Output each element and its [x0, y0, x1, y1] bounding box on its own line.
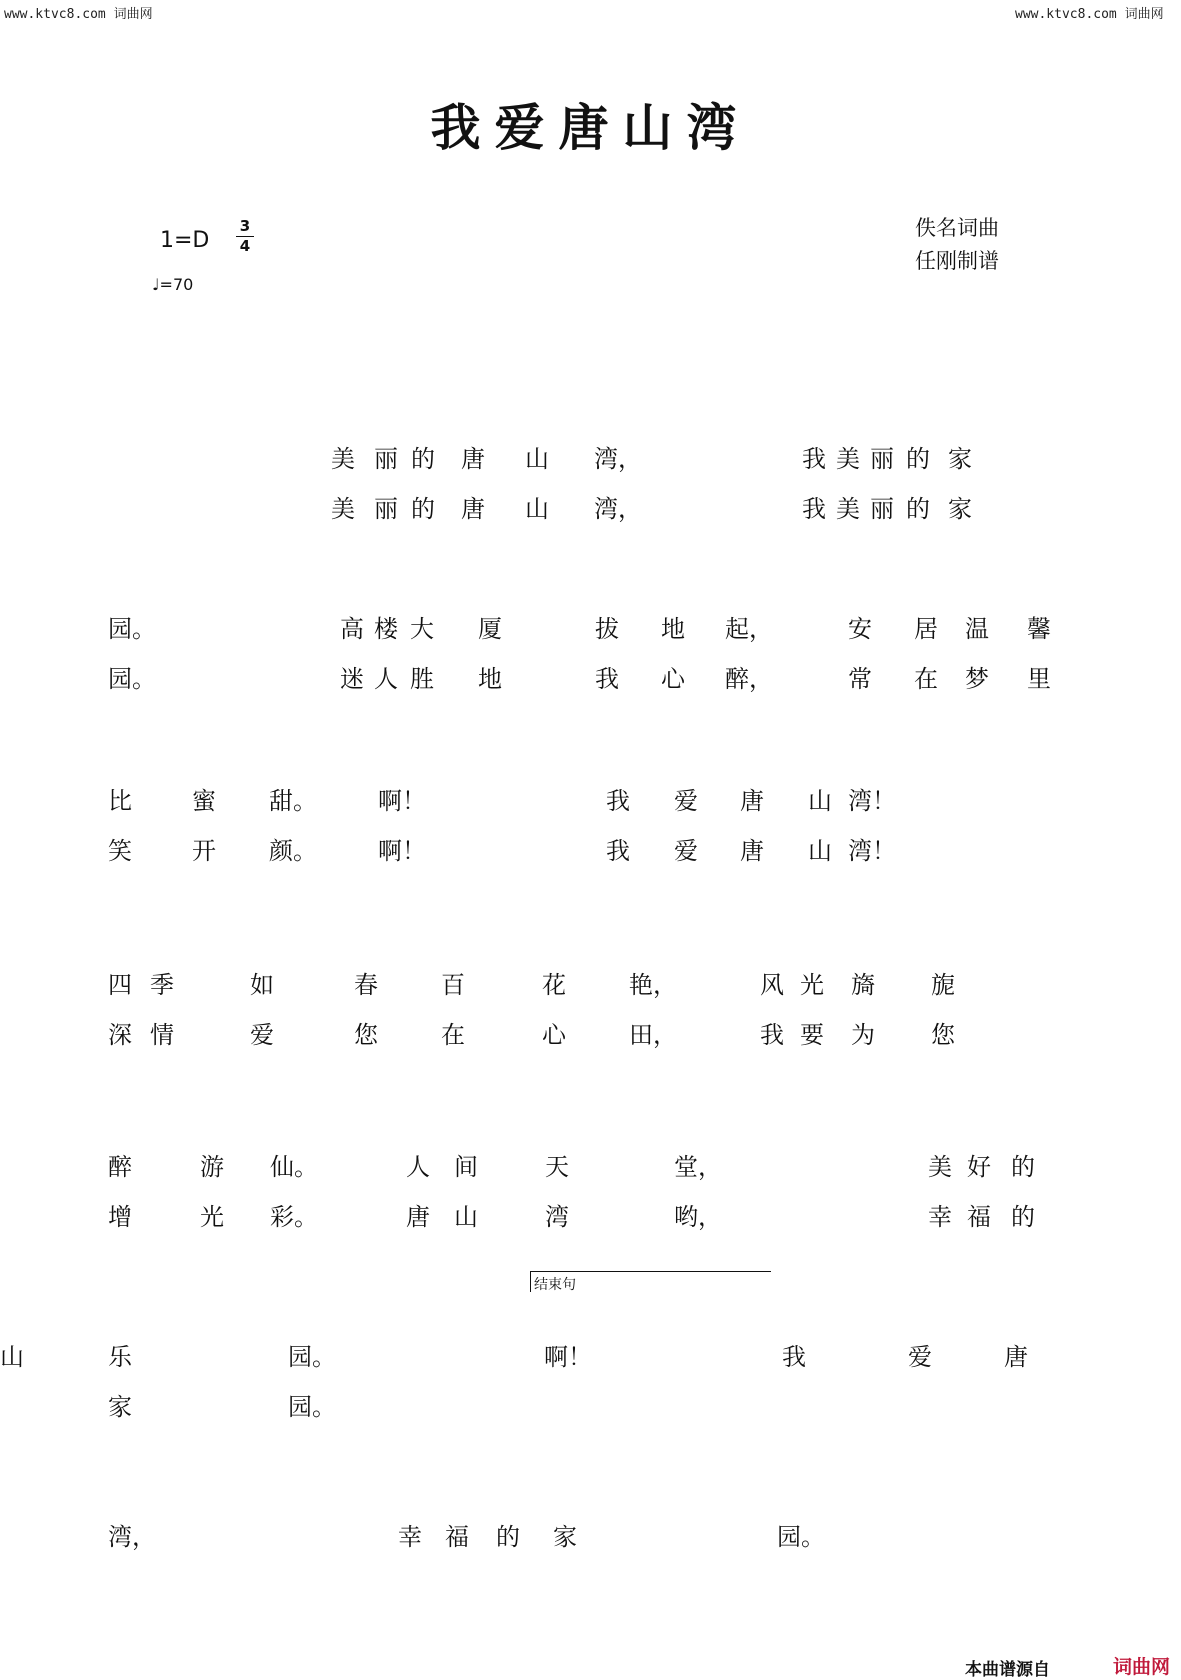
lyric-word: 情 [150, 1021, 174, 1049]
lyric-word: 开 [192, 837, 216, 865]
page-title: 我爱唐山湾 [430, 98, 751, 157]
credit-composer: 佚名词曲 [915, 216, 999, 240]
lyric-word: 甜。 [269, 787, 317, 815]
lyric-word: 唐 [740, 837, 764, 865]
lyric-word: 深 [108, 1021, 132, 1049]
footer-logo: 词曲网 [1113, 1656, 1171, 1678]
lyric-word: 园。 [288, 1343, 336, 1371]
lyric-word: 拔 [595, 615, 619, 643]
lyric-word: 爱 [674, 837, 698, 865]
lyric-word: 福 [445, 1523, 469, 1551]
lyric-word: 湾！ [848, 787, 896, 815]
lyric-word: 唐 [1004, 1343, 1028, 1371]
lyric-word: 幸 [928, 1203, 952, 1231]
lyric-word: 风 [760, 971, 784, 999]
lyric-word: 的 [906, 495, 930, 523]
tempo-value: =70 [159, 275, 194, 294]
lyric-word: 湾， [108, 1523, 156, 1551]
lyric-word: 湾 [545, 1203, 569, 1231]
lyric-word: 里 [1027, 665, 1051, 693]
lyric-word: 湾， [594, 445, 642, 473]
lyric-word: 在 [914, 665, 938, 693]
lyric-word: 彩。 [270, 1203, 318, 1231]
lyric-word: 美 [836, 495, 860, 523]
lyric-word: 花 [542, 971, 566, 999]
lyric-word: 大 [410, 615, 434, 643]
lyric-word: 人 [374, 665, 398, 693]
time-numerator: 3 [239, 217, 251, 235]
lyric-word: 家 [948, 495, 972, 523]
lyric-word: 山 [525, 445, 549, 473]
lyric-word: 园。 [108, 665, 156, 693]
key-signature: 1=D [160, 228, 210, 253]
lyric-word: 山 [525, 495, 549, 523]
lyric-word: 心 [661, 665, 685, 693]
lyric-word: 我 [760, 1021, 784, 1049]
lyric-word: 您 [931, 1021, 955, 1049]
credits [915, 212, 999, 278]
lyric-word: 田， [629, 1021, 677, 1049]
lyric-word: 如 [250, 971, 274, 999]
lyric-word: 唐 [461, 445, 485, 473]
credit-transcriber: 任刚制谱 [915, 249, 999, 273]
lyric-word: 家 [948, 445, 972, 473]
lyric-word: 百 [441, 971, 465, 999]
score-line-8 [0, 0, 1181, 60]
ending-label: 结束句 [534, 1277, 576, 1293]
lyric-word: 丽 [870, 495, 894, 523]
lyric-word: 山 [808, 787, 832, 815]
lyric-word: 旎 [931, 971, 955, 999]
lyric-word: 丽 [374, 445, 398, 473]
lyric-word: 为 [851, 1021, 875, 1049]
lyric-word: 光 [200, 1203, 224, 1231]
lyric-word: 福 [967, 1203, 991, 1231]
lyric-word: 温 [965, 615, 989, 643]
lyric-word: 蜜 [192, 787, 216, 815]
lyric-word: 家 [108, 1393, 132, 1421]
lyric-word: 比 [108, 787, 132, 815]
lyric-word: 醉 [108, 1153, 132, 1181]
lyric-word: 地 [661, 615, 685, 643]
lyric-word: 丽 [374, 495, 398, 523]
lyric-word: 春 [354, 971, 378, 999]
lyric-word: 家 [553, 1523, 577, 1551]
lyric-word: 颜。 [269, 837, 317, 865]
lyric-word: 迷 [340, 665, 364, 693]
lyric-word: 湾！ [848, 837, 896, 865]
lyric-word: 的 [906, 445, 930, 473]
lyric-word: 间 [454, 1153, 478, 1181]
footer-source: 本曲谱源自 [965, 1660, 1050, 1680]
lyric-word: 厦 [478, 615, 502, 643]
lyric-word: 光 [800, 971, 824, 999]
lyric-word: 仙。 [270, 1153, 318, 1181]
lyric-word: 我 [595, 665, 619, 693]
lyric-word: 您 [354, 1021, 378, 1049]
lyric-word: 在 [441, 1021, 465, 1049]
lyric-word: 的 [411, 445, 435, 473]
watermark-left: www.ktvc8.com 词曲网 [4, 7, 153, 22]
lyric-word: 的 [411, 495, 435, 523]
lyric-word: 丽 [870, 445, 894, 473]
lyric-word: 的 [496, 1523, 520, 1551]
watermark-right: www.ktvc8.com 词曲网 [1015, 7, 1164, 22]
lyric-word: 园。 [108, 615, 156, 643]
lyric-word: 人 [406, 1153, 430, 1181]
lyric-word: 四 [108, 971, 132, 999]
lyric-word: 我 [802, 495, 826, 523]
lyric-word: 美 [331, 495, 355, 523]
lyric-word: 湾， [594, 495, 642, 523]
time-signature [236, 218, 254, 255]
quarter-note-icon: ♩ [152, 275, 160, 294]
lyric-word: 美 [928, 1153, 952, 1181]
lyric-word: 我 [606, 837, 630, 865]
time-denominator: 4 [239, 237, 251, 255]
lyric-word: 艳， [629, 971, 677, 999]
lyric-word: 心 [542, 1021, 566, 1049]
lyric-word: 馨 [1027, 615, 1051, 643]
lyric-word: 楼 [374, 615, 398, 643]
lyric-word: 增 [108, 1203, 132, 1231]
lyric-word: 园。 [777, 1523, 825, 1551]
lyric-word: 啊！ [378, 787, 426, 815]
lyric-word: 胜 [410, 665, 434, 693]
lyric-word: 园。 [288, 1393, 336, 1421]
lyric-word: 美 [331, 445, 355, 473]
lyric-word: 好 [967, 1153, 991, 1181]
lyric-word: 爱 [250, 1021, 274, 1049]
tempo-marking [152, 275, 193, 294]
lyric-word: 唐 [406, 1203, 430, 1231]
lyric-word: 山 [0, 1343, 24, 1371]
lyric-word: 啊！ [378, 837, 426, 865]
lyric-word: 梦 [965, 665, 989, 693]
lyric-word: 居 [914, 615, 938, 643]
lyric-word: 的 [1011, 1153, 1035, 1181]
lyric-word: 天 [545, 1153, 569, 1181]
lyric-word: 高 [340, 615, 364, 643]
lyric-word: 我 [782, 1343, 806, 1371]
lyric-word: 旖 [851, 971, 875, 999]
lyric-word: 我 [606, 787, 630, 815]
lyric-word: 地 [478, 665, 502, 693]
lyric-word: 安 [848, 615, 872, 643]
lyric-word: 游 [200, 1153, 224, 1181]
lyric-word: 山 [454, 1203, 478, 1231]
lyric-word: 要 [800, 1021, 824, 1049]
lyric-word: 笑 [108, 837, 132, 865]
lyric-word: 堂， [674, 1153, 722, 1181]
lyric-word: 起， [725, 615, 773, 643]
lyric-word: 季 [150, 971, 174, 999]
lyric-word: 爱 [908, 1343, 932, 1371]
lyric-word: 的 [1011, 1203, 1035, 1231]
lyric-word: 哟， [674, 1203, 722, 1231]
lyric-word: 常 [848, 665, 872, 693]
lyric-word: 啊！ [544, 1343, 592, 1371]
lyric-word: 爱 [674, 787, 698, 815]
lyric-word: 唐 [461, 495, 485, 523]
lyric-word: 美 [836, 445, 860, 473]
lyric-word: 醉， [725, 665, 773, 693]
lyric-word: 幸 [398, 1523, 422, 1551]
lyric-word: 唐 [740, 787, 764, 815]
lyric-word: 乐 [108, 1343, 132, 1371]
lyric-word: 山 [808, 837, 832, 865]
lyric-word: 我 [802, 445, 826, 473]
